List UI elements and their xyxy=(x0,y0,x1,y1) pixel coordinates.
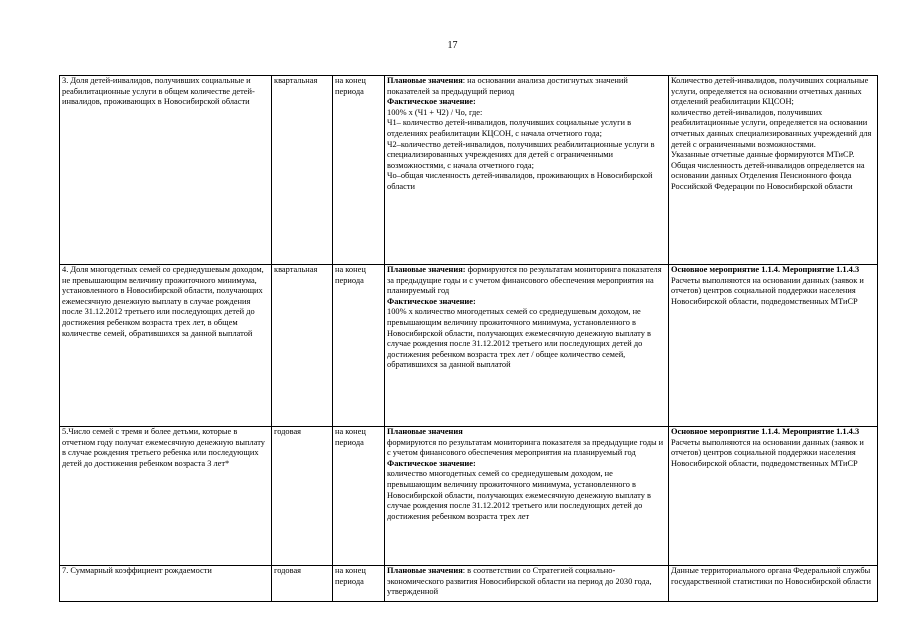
indicator-cell: 3. Доля детей-инвалидов, получивших социальные и реабилитационные услуги в общем количестве детей-инвалидов, проживающих в Новосибирской области xyxy=(60,76,272,265)
table-row xyxy=(60,427,878,566)
periodicity-cell: годовая xyxy=(272,427,333,566)
table-row xyxy=(60,76,878,265)
indicator-cell: 7. Суммарный коэффициент рождаемости xyxy=(60,566,272,602)
calculation-cell xyxy=(385,566,669,602)
source-text: количество детей-инвалидов, получивших реабилитационные услуги, определяется на основании отчетных данных специализированных учреждений для детей с ограниченными возможностями. xyxy=(671,107,872,149)
indicators-table xyxy=(59,75,878,602)
actual-text: количество многодетных семей со среднедушевым доходом, не превышающим величину прожиточного минимума, установленного в Новосибирской области, получающих ежемесячную денежную выплату в случае рождения после 31.12.2012 третьего или последующих детей до достижения ребенком возраста трех лет xyxy=(387,469,651,521)
period-type-cell: на конец периода xyxy=(333,76,385,265)
formula-term: Чо–общая численность детей-инвалидов, проживающих в Новосибирской области xyxy=(387,171,653,191)
source-text: Расчеты выполняются на основании данных (заявок и отчетов) центров социальной поддержки населения Новосибирской области, подведомственных МТиСР xyxy=(671,437,864,468)
planned-label: Плановые значения xyxy=(387,566,463,575)
periodicity-cell: годовая xyxy=(272,566,333,602)
source-measure: Основное мероприятие 1.1.4. Мероприятие 1.1.4.3 xyxy=(671,265,860,274)
planned-label: Плановые значения: xyxy=(387,265,466,274)
source-text: Расчеты выполняются на основании данных (заявок и отчетов) центров социальной поддержки населения Новосибирской области, подведомственных МТиСР xyxy=(671,275,864,306)
source-cell: Данные территориального органа Федеральной службы государственной статистики по Новосибирской области xyxy=(669,566,878,602)
planned-label: Плановые значения xyxy=(387,427,463,436)
planned-label: Плановые значения xyxy=(387,76,463,85)
planned-text: формируются по результатам мониторинга показателя за предыдущие годы и с учетом финансового обеспечения мероприятия на планируемый год xyxy=(387,265,662,296)
indicator-cell: 5.Число семей с тремя и более детьми, которые в отчетном году получат ежемесячную денежную выплату в случае рождения третьего ребенка или последующих детей до достижения ребенком возраста 3 лет* xyxy=(60,427,272,566)
page-number: 17 xyxy=(447,40,458,51)
period-type-cell: на конец периода xyxy=(333,566,385,602)
planned-text: : в соответствии со Стратегией социально-экономического развития Новосибирской области на период до 2030 года, утвержденной xyxy=(387,566,652,597)
indicator-cell: 4. Доля многодетных семей со среднедушевым доходом, не превышающим величину прожиточного минимума, установленного в Новосибирской области, получающих ежемесячную денежную выплату в случае рождения после 31.12.2012 третьего или последующих детей до достижения ребенком возраста трех лет, в общем количестве семей, обратившихся за данной выплатой xyxy=(60,265,272,427)
period-type-cell: на конец периода xyxy=(333,265,385,427)
actual-label: Фактическое значение: xyxy=(387,97,476,107)
periodicity-cell: квартальная xyxy=(272,76,333,265)
actual-label: Фактическое значение: xyxy=(387,296,476,306)
source-cell xyxy=(669,427,878,566)
source-text: Указанные отчетные данные формируются МТиСР. xyxy=(671,150,855,160)
actual-label: Фактическое значение: xyxy=(387,458,476,468)
planned-text: формируются по результатам мониторинга показателя за предыдущие годы и с учетом финансового обеспечения мероприятия на планируемый год xyxy=(387,437,664,458)
source-text: Количество детей-инвалидов, получивших социальные услуги, определяется на основании отчетных данных отделений реабилитации КЦСОН; xyxy=(671,76,869,107)
period-type-cell: на конец периода xyxy=(333,427,385,566)
calculation-cell xyxy=(385,427,669,566)
periodicity-cell: квартальная xyxy=(272,265,333,427)
source-cell xyxy=(669,76,878,265)
source-text: Общая численность детей-инвалидов определяется на основании данных Отделения Пенсионного фонда Российской Федерации по Новосибирской области xyxy=(671,160,865,191)
table-row xyxy=(60,566,878,602)
source-cell xyxy=(669,265,878,427)
calculation-cell xyxy=(385,76,669,265)
calculation-cell xyxy=(385,265,669,427)
formula-term: Ч2–количество детей-инвалидов, получивших реабилитационные услуги в специализированных учреждениях для детей с ограниченными возможностями, с начала отчетного года; xyxy=(387,139,655,170)
actual-text: 100% х количество многодетных семей со среднедушевым доходом, не превышающим величину прожиточного минимума, установленного в Новосибирской области, получающих ежемесячную денежную выплату в случае рождения после 31.12.2012 третьего или последующих детей до достижения ребенком возраста трех лет / общее количество семей, обратившихся за данной выплатой xyxy=(387,307,651,370)
formula: 100% х (Ч1 + Ч2) / Чо, где: xyxy=(387,107,483,117)
planned-text: : на основании анализа достигнутых значений показателей за предыдущий период xyxy=(387,76,628,96)
formula-term: Ч1– количество детей-инвалидов, получивших социальные услуги в отделениях реабилитации КЦСОН, с начала отчетного года; xyxy=(387,118,632,138)
table-row xyxy=(60,265,878,427)
source-measure: Основное мероприятие 1.1.4. Мероприятие 1.1.4.3 xyxy=(671,427,860,436)
